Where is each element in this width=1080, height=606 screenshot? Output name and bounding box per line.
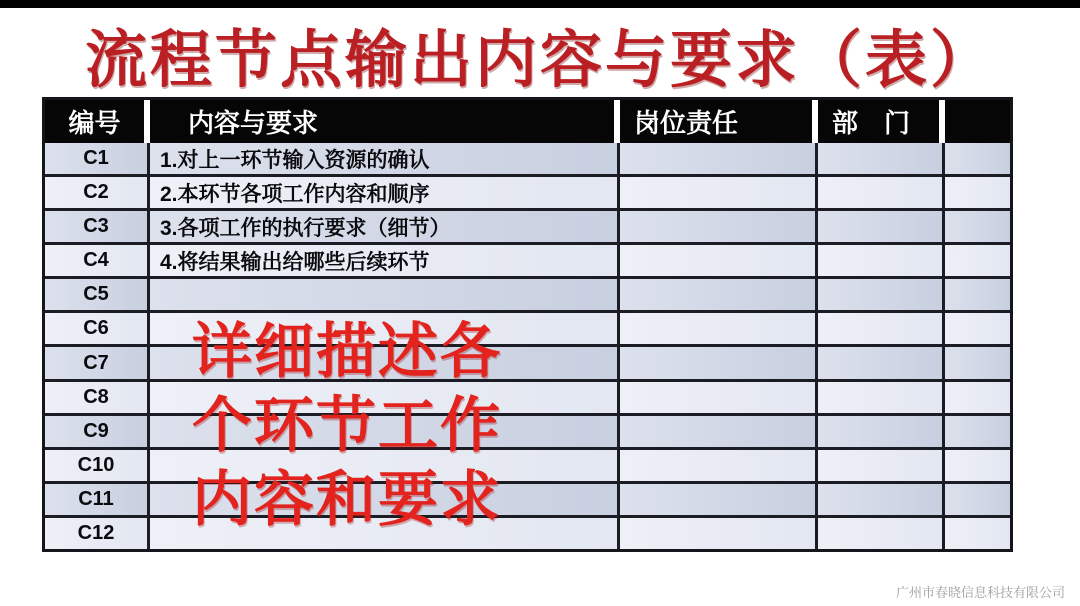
table-row-c8 bbox=[45, 379, 1010, 413]
row-extra-cell bbox=[945, 245, 1010, 276]
row-id-cell: C9 bbox=[45, 416, 150, 447]
header-cell-number: 编号 bbox=[45, 100, 150, 143]
header-cell-extra bbox=[945, 100, 1010, 143]
row-dept-cell bbox=[818, 518, 945, 549]
row-content-cell: 1.对上一环节输入资源的确认 bbox=[150, 143, 620, 174]
header-cell-duty: 岗位责任 bbox=[620, 100, 818, 143]
annotation-line-2: 个环节工作 bbox=[192, 393, 502, 459]
row-duty-cell bbox=[620, 416, 818, 447]
row-extra-cell bbox=[945, 484, 1010, 515]
row-extra-cell bbox=[945, 211, 1010, 242]
row-content-cell bbox=[150, 450, 620, 481]
row-id-cell: C11 bbox=[45, 484, 150, 515]
table-row-c1 bbox=[45, 143, 1010, 174]
row-content-cell bbox=[150, 518, 620, 549]
row-id-cell: C1 bbox=[45, 143, 150, 174]
row-dept-cell bbox=[818, 245, 945, 276]
page-title: 流程节点输出内容与要求（表） bbox=[84, 27, 995, 95]
row-duty-cell bbox=[620, 518, 818, 549]
row-duty-cell bbox=[620, 245, 818, 276]
row-duty-cell bbox=[620, 484, 818, 515]
row-content-cell: 3.各项工作的执行要求（细节） bbox=[150, 211, 620, 242]
process-output-table bbox=[42, 97, 1013, 552]
row-dept-cell bbox=[818, 211, 945, 242]
row-extra-cell bbox=[945, 416, 1010, 447]
row-extra-cell bbox=[945, 450, 1010, 481]
row-id-cell: C5 bbox=[45, 279, 150, 310]
row-id-cell: C7 bbox=[45, 347, 150, 378]
table-body bbox=[45, 143, 1010, 549]
row-duty-cell bbox=[620, 279, 818, 310]
table-header-row bbox=[45, 100, 1010, 143]
table-row-c5 bbox=[45, 276, 1010, 310]
row-extra-cell bbox=[945, 382, 1010, 413]
row-extra-cell bbox=[945, 347, 1010, 378]
row-id-cell: C8 bbox=[45, 382, 150, 413]
table-row-c7 bbox=[45, 344, 1010, 378]
row-extra-cell bbox=[945, 279, 1010, 310]
row-duty-cell bbox=[620, 347, 818, 378]
row-duty-cell bbox=[620, 177, 818, 208]
row-id-cell: C12 bbox=[45, 518, 150, 549]
row-id-cell: C3 bbox=[45, 211, 150, 242]
table-row-c10 bbox=[45, 447, 1010, 481]
annotation-line-1: 详细描述各 bbox=[192, 319, 502, 385]
row-dept-cell bbox=[818, 416, 945, 447]
table-row-c9 bbox=[45, 413, 1010, 447]
row-dept-cell bbox=[818, 450, 945, 481]
row-dept-cell bbox=[818, 177, 945, 208]
table-row-c2 bbox=[45, 174, 1010, 208]
row-id-cell: C10 bbox=[45, 450, 150, 481]
row-id-cell: C2 bbox=[45, 177, 150, 208]
row-content-cell: 4.将结果输出给哪些后续环节 bbox=[150, 245, 620, 276]
annotation-line-3: 内容和要求 bbox=[192, 467, 502, 533]
row-dept-cell bbox=[818, 484, 945, 515]
row-dept-cell bbox=[818, 279, 945, 310]
row-duty-cell bbox=[620, 211, 818, 242]
row-id-cell: C6 bbox=[45, 313, 150, 344]
row-extra-cell bbox=[945, 313, 1010, 344]
header-cell-department: 部 门 bbox=[818, 100, 945, 143]
row-content-cell bbox=[150, 313, 620, 344]
table-row-c3 bbox=[45, 208, 1010, 242]
row-duty-cell bbox=[620, 313, 818, 344]
table-row-c6 bbox=[45, 310, 1010, 344]
top-border-bar bbox=[0, 0, 1080, 8]
row-id-cell: C4 bbox=[45, 245, 150, 276]
row-content-cell bbox=[150, 416, 620, 447]
row-extra-cell bbox=[945, 143, 1010, 174]
row-content-cell bbox=[150, 484, 620, 515]
row-content-cell bbox=[150, 347, 620, 378]
row-content-cell bbox=[150, 279, 620, 310]
row-duty-cell bbox=[620, 143, 818, 174]
row-extra-cell bbox=[945, 177, 1010, 208]
row-duty-cell bbox=[620, 450, 818, 481]
row-dept-cell bbox=[818, 382, 945, 413]
row-duty-cell bbox=[620, 382, 818, 413]
header-cell-content: 内容与要求 bbox=[150, 100, 620, 143]
row-dept-cell bbox=[818, 313, 945, 344]
row-extra-cell bbox=[945, 518, 1010, 549]
table-row-c12 bbox=[45, 515, 1010, 549]
table-row-c4 bbox=[45, 242, 1010, 276]
row-content-cell bbox=[150, 382, 620, 413]
company-watermark: 广州市春晓信息科技有限公司 bbox=[895, 585, 1065, 600]
row-content-cell: 2.本环节各项工作内容和顺序 bbox=[150, 177, 620, 208]
row-dept-cell bbox=[818, 347, 945, 378]
table-row-c11 bbox=[45, 481, 1010, 515]
row-dept-cell bbox=[818, 143, 945, 174]
